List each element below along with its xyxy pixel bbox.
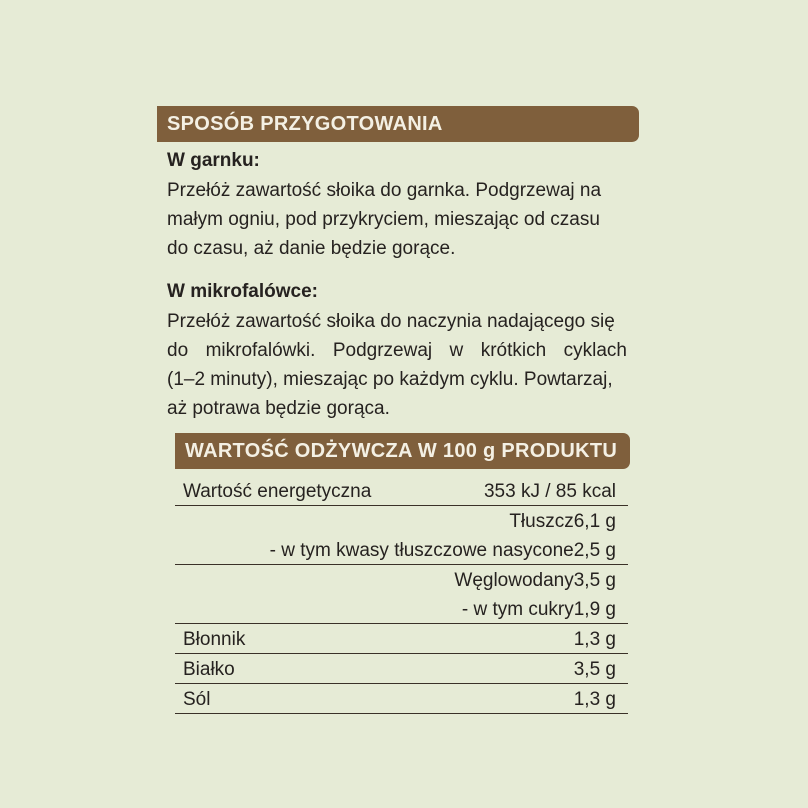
nutrition-label: - w tym kwasy tłuszczowe nasycone bbox=[269, 540, 574, 561]
nutrition-label: Węglowodany bbox=[454, 570, 574, 591]
nutrition-value: 6,1 g bbox=[573, 511, 616, 532]
nutrition-row-carbs bbox=[446, 565, 628, 594]
nutrition-header-text: WARTOŚĆ ODŻYWCZA W 100 g PRODUKTU bbox=[185, 439, 618, 462]
nutrition-label: Błonnik bbox=[183, 629, 246, 650]
nutrition-row-sugars bbox=[434, 594, 628, 623]
nutrition-value: 1,3 g bbox=[573, 689, 616, 710]
nutrition-label: Białko bbox=[183, 659, 235, 680]
nutrition-row-energy bbox=[175, 476, 628, 505]
nutrition-table bbox=[175, 476, 628, 714]
microwave-method-line: Przełóż zawartość słoika do naczynia nadającego się bbox=[167, 311, 615, 332]
microwave-method-title: W mikrofalówce: bbox=[167, 281, 318, 302]
nutrition-value: 3,5 g bbox=[573, 659, 616, 680]
pot-method-line: Przełóż zawartość słoika do garnka. Podgrzewaj na bbox=[167, 180, 602, 201]
nutrition-label: Tłuszcz bbox=[509, 511, 574, 532]
nutrition-group-fat bbox=[175, 506, 628, 564]
preparation-header-text: SPOSÓB PRZYGOTOWANIA bbox=[167, 112, 443, 135]
pot-method-line: do czasu, aż danie będzie gorące. bbox=[167, 238, 456, 259]
nutrition-row-salt bbox=[175, 684, 628, 713]
nutrition-label: Wartość energetyczna bbox=[183, 481, 372, 502]
microwave-method-line: do mikrofalówki. Podgrzewaj w krótkich cyklach bbox=[167, 340, 627, 361]
nutrition-group-carbs bbox=[175, 565, 628, 623]
nutrition-value: 2,5 g bbox=[573, 540, 616, 561]
microwave-method-line: aż potrawa będzie gorąca. bbox=[167, 398, 390, 419]
pot-method-title: W garnku: bbox=[167, 150, 260, 171]
nutrition-value: 3,5 g bbox=[573, 570, 616, 591]
nutrition-row-protein bbox=[175, 654, 628, 683]
nutrition-row-saturated bbox=[242, 535, 628, 564]
nutrition-value: 1,3 g bbox=[573, 629, 616, 650]
pot-method-line: małym ogniu, pod przykryciem, mieszając od czasu bbox=[167, 209, 600, 230]
nutrition-row-fat bbox=[501, 506, 628, 535]
nutrition-header bbox=[175, 433, 630, 469]
nutrition-row-fibre bbox=[175, 624, 628, 653]
microwave-method-text bbox=[167, 307, 627, 423]
nutrition-label: - w tym cukry bbox=[461, 599, 574, 620]
nutrition-value: 353 kJ / 85 kcal bbox=[483, 481, 616, 502]
microwave-method-line: (1–2 minuty), mieszając po każdym cyklu. Powtarzaj, bbox=[167, 369, 613, 390]
nutrition-value: 1,9 g bbox=[573, 599, 616, 620]
nutrition-label: Sól bbox=[183, 689, 211, 710]
row-divider bbox=[175, 713, 628, 714]
pot-method-text bbox=[167, 176, 627, 263]
preparation-header bbox=[157, 106, 639, 142]
